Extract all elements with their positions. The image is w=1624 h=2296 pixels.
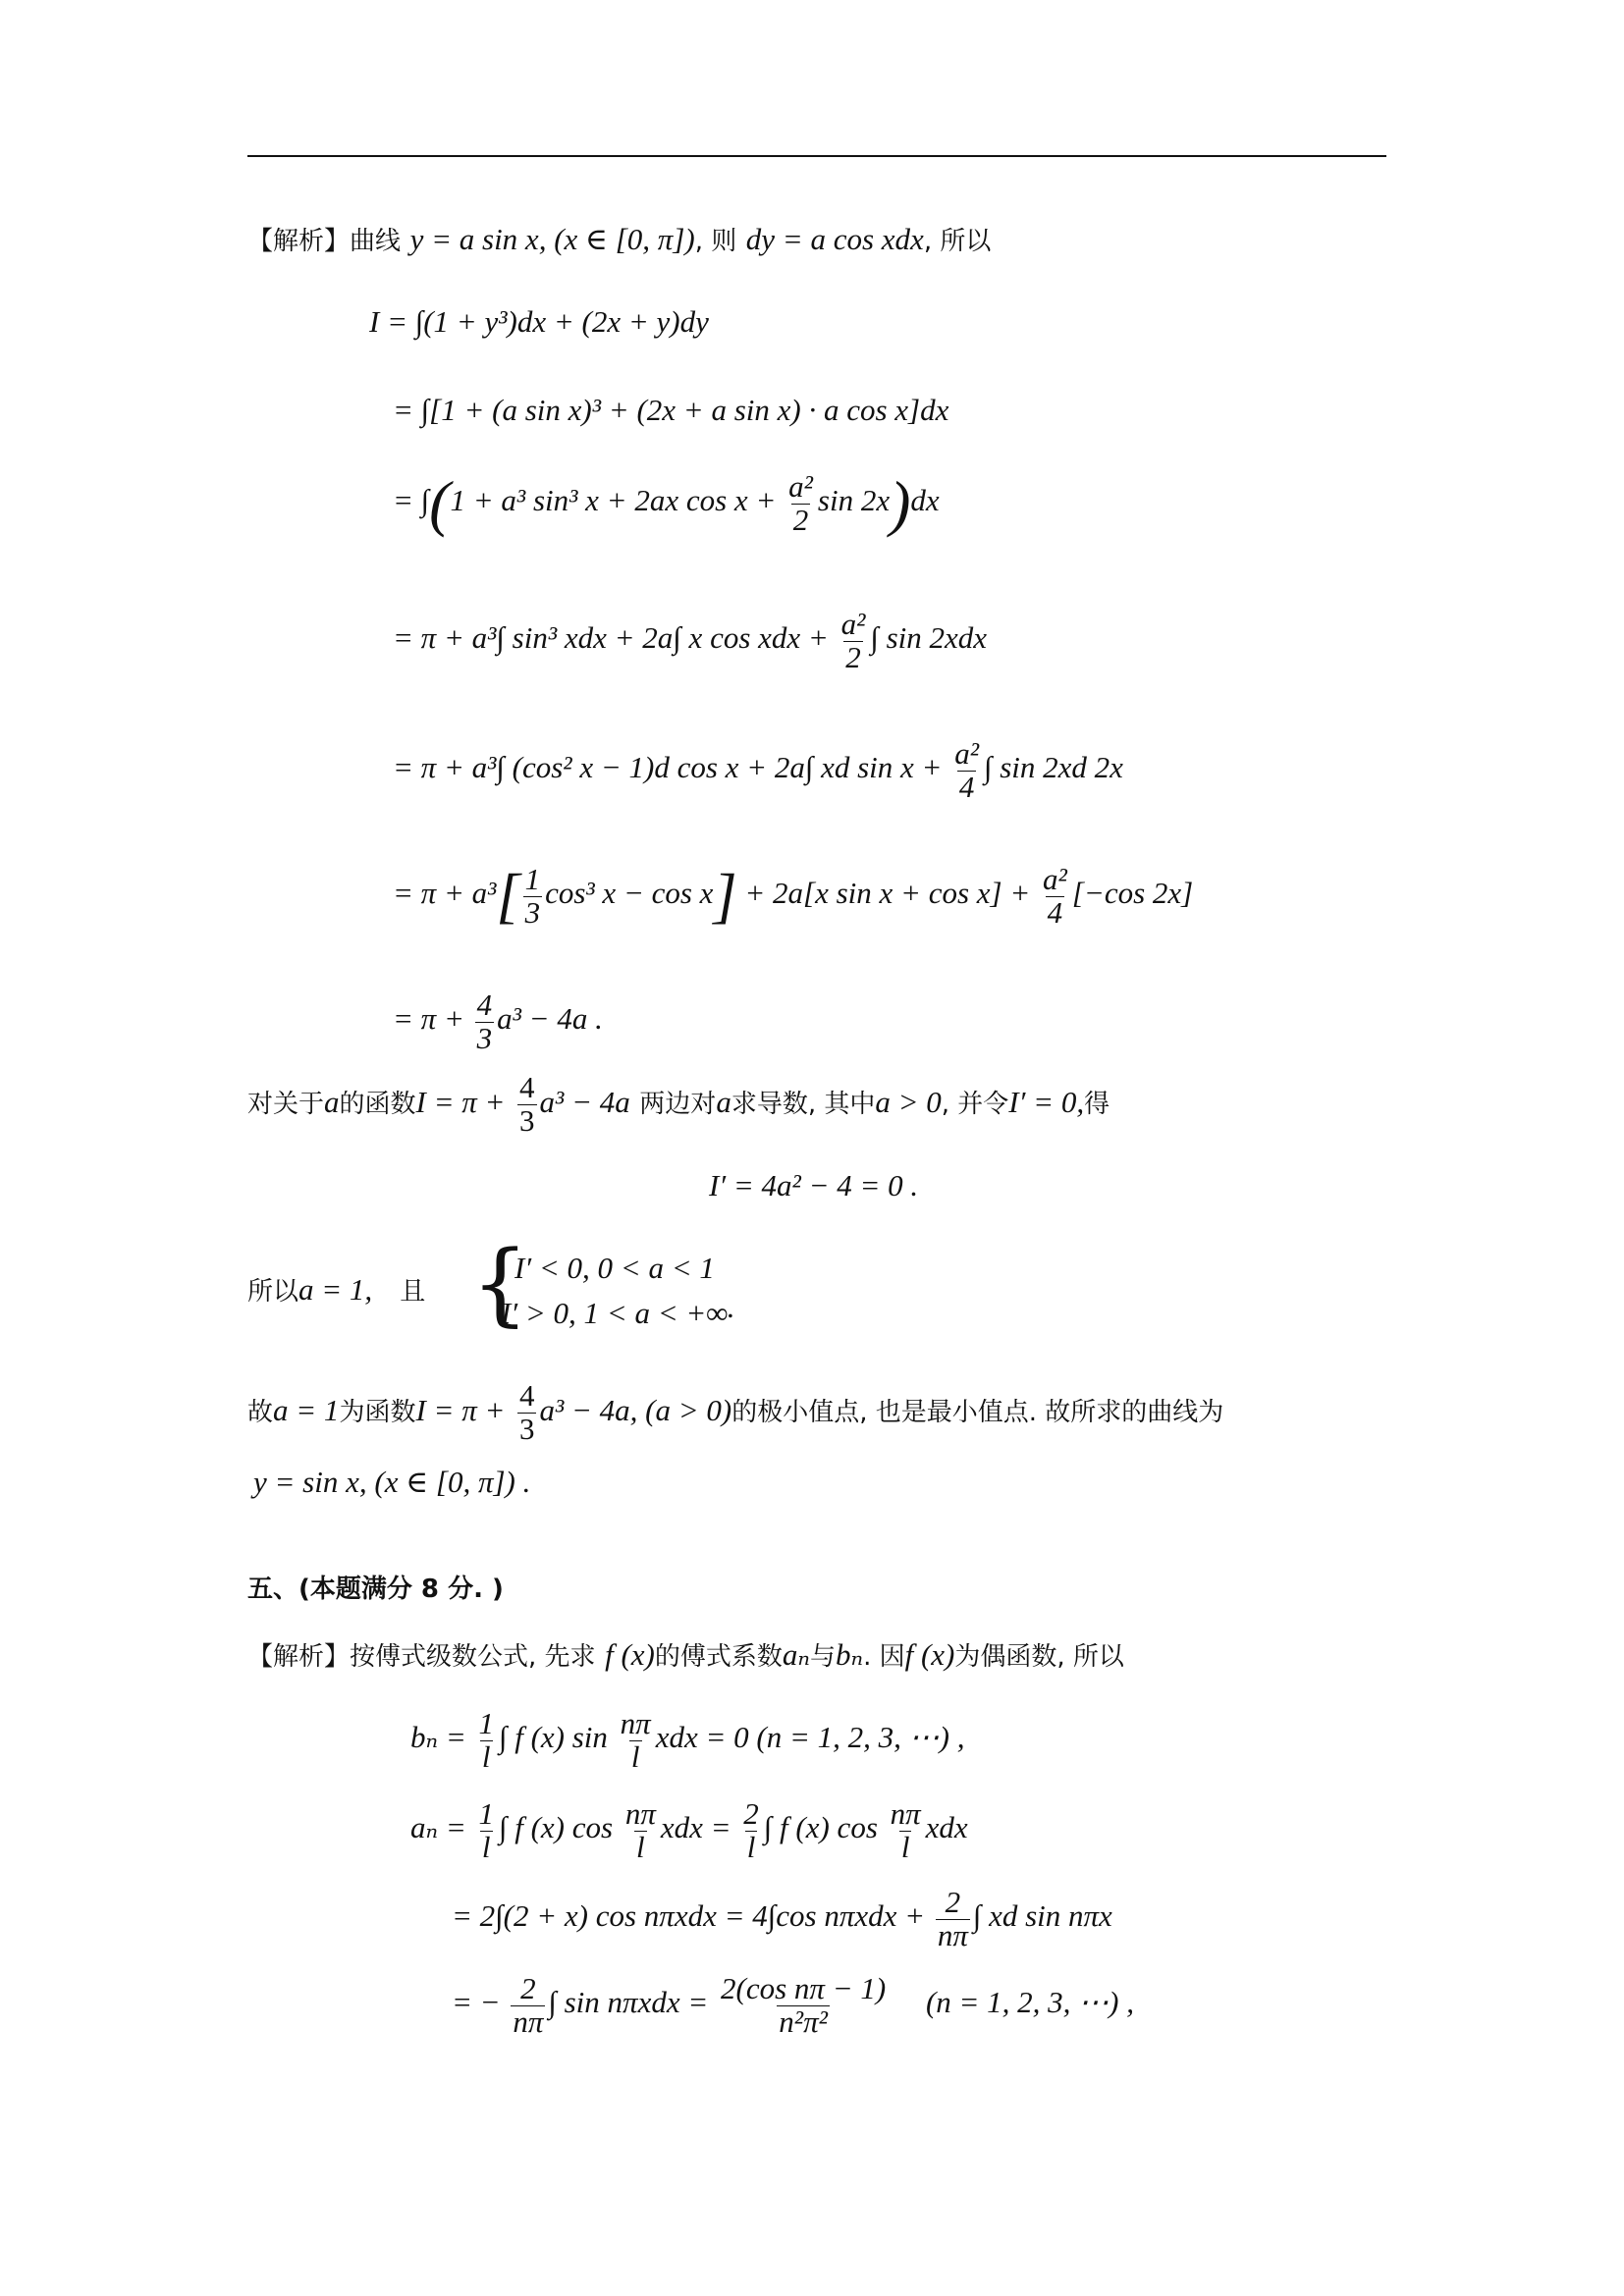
text: 得 (1084, 1090, 1110, 1120)
numerator: nπ (620, 1706, 651, 1740)
denominator: 4 (958, 769, 975, 804)
equation-2: = ∫[1 + (a sin x)³ + (2x + a sin x) · a cos x]dx (393, 393, 949, 427)
denominator: 3 (519, 1102, 535, 1138)
math: f (x) (904, 1637, 955, 1672)
math: I′ = 0, (1008, 1085, 1085, 1120)
final-curve: y = sin x, (x ∈ [0, π]) . (253, 1465, 531, 1499)
equation-6: = π + a³[ $\frac{1}{3}$ cos³ x − cos x] + 2a[x sin x + cos x] + $\frac{\text{a²}}{4}$ [−cos 2x] (393, 862, 1194, 931)
math: a³ − 4a, (a > 0) (539, 1393, 732, 1428)
eq7-a: = π + (393, 1001, 464, 1037)
eq10-a: aₙ = (410, 1810, 466, 1845)
numerator: 1 (478, 1706, 494, 1740)
equation-7 (393, 989, 603, 1054)
fraction (619, 1708, 653, 1773)
eq10-e: xdx (925, 1810, 968, 1845)
numerator: a² (788, 469, 813, 504)
fraction (889, 1798, 923, 1863)
numerator: 4 (476, 988, 493, 1022)
eq6-a: = π + a³ (393, 876, 497, 911)
eq6-b: cos³ x − cos x (545, 876, 714, 911)
numerator: nπ (624, 1796, 656, 1831)
fraction (475, 989, 495, 1054)
denominator: n²π² (779, 2003, 828, 2039)
equation-8: I′ = 4a² − 4 = 0 . (709, 1168, 919, 1202)
eq10-c: xdx = (660, 1810, 731, 1845)
fraction (839, 609, 868, 673)
eq5-b: ∫ sin 2xd 2x (984, 750, 1123, 785)
denominator: l (481, 1738, 491, 1774)
text: 曲线 (350, 227, 402, 256)
text: , 并令 (941, 1090, 1009, 1120)
paragraph-conclusion (247, 1380, 1223, 1445)
eq6-d: x sin x + cos x (815, 876, 991, 911)
math: a = 1 (273, 1393, 340, 1428)
denominator: 3 (518, 1411, 535, 1446)
math: f (x) (605, 1637, 655, 1672)
text: 求导数, 其中 (731, 1090, 876, 1120)
numerator: a² (840, 607, 866, 641)
text: 为函数 (339, 1398, 416, 1428)
denominator: 3 (524, 894, 541, 930)
text: 对关于 (247, 1090, 325, 1120)
eq4-a: = π + a³∫ sin³ xdx + 2a∫ x cos xdx + (393, 620, 829, 656)
denominator: l (481, 1829, 491, 1864)
text: 两边对 (639, 1090, 717, 1120)
eq9-a: bₙ = (410, 1720, 466, 1755)
math: a = 1, (298, 1272, 373, 1307)
denominator: 4 (1047, 894, 1063, 930)
fraction (741, 1798, 761, 1863)
text: 所以 (247, 1277, 299, 1307)
eq5-a: = π + a³∫ (cos² x − 1)d cos x + 2a∫ xd sin x + (393, 750, 943, 785)
fraction (623, 1798, 658, 1863)
case-2: I′ > 0, 1 < a < +∞ (501, 1296, 729, 1330)
equation-an (410, 1798, 968, 1863)
math: I = π + (415, 1085, 506, 1120)
eq3-end: dx (910, 483, 940, 518)
text: 为偶函数, 所以 (954, 1642, 1124, 1672)
equation-bn (410, 1708, 964, 1773)
eq10-d: ∫ f (x) cos (763, 1810, 878, 1845)
numerator: 4 (519, 1070, 535, 1104)
fraction (523, 864, 543, 929)
text: 按傅式级数公式, 先求 (350, 1642, 596, 1672)
fraction (517, 1380, 537, 1445)
eq12-b: ∫ sin nπxdx = (548, 1985, 709, 2020)
fraction (1041, 864, 1069, 929)
eq11-a: = 2∫(2 + x) cos nπxdx = 4∫cos nπxdx + (452, 1898, 926, 1934)
fraction (719, 1973, 888, 2038)
numerator: 2 (743, 1796, 759, 1831)
equation-5 (393, 738, 1123, 803)
equation-3: = ∫(1 + a³ sin³ x + 2ax cos x + $\frac{\text{a²}}{2}$ sin 2x)dx (393, 468, 940, 539)
header-rule (247, 155, 1386, 157)
section-title: 五、(本题满分 8 分. ) (247, 1575, 504, 1604)
eq3-left: = ∫ (393, 483, 430, 518)
equation-an-step (452, 1887, 1112, 1951)
denominator: l (900, 1829, 910, 1864)
fraction (511, 1973, 545, 2038)
numerator: nπ (890, 1796, 921, 1831)
numerator: 4 (518, 1378, 535, 1413)
text: 的傅式系数 (654, 1642, 783, 1672)
numerator: 1 (478, 1796, 494, 1831)
eq6-c: + 2a (744, 876, 804, 911)
fraction (476, 1798, 496, 1863)
math: a > 0 (875, 1085, 942, 1120)
text: 与 (809, 1642, 836, 1672)
denominator: l (746, 1829, 756, 1864)
math: a (716, 1085, 731, 1120)
fraction (952, 738, 981, 803)
eq9-c: xdx = 0 (n = 1, 2, 3, ⋯) , (655, 1720, 965, 1755)
left-brace: { (471, 1231, 529, 1336)
numerator: a² (1043, 862, 1067, 896)
eq3-inner: 1 + a³ sin³ x + 2ax cos x + (450, 483, 777, 518)
math-dy: dy = a cos xdx (745, 222, 924, 256)
fraction (517, 1072, 537, 1137)
numerator: 2(cos nπ − 1) (721, 1971, 887, 2005)
eq3-tail: sin 2x (817, 483, 891, 518)
numerator: a² (954, 736, 979, 771)
equation-1: I = ∫(1 + y³)dx + (2x + y)dy (369, 304, 709, 339)
eq10-b: ∫ f (x) cos (498, 1810, 614, 1845)
math: bₙ (835, 1637, 864, 1672)
numerator: 2 (520, 1971, 536, 2005)
case-end: . (727, 1290, 734, 1324)
analysis-paragraph-2 (247, 1639, 1124, 1671)
fraction (476, 1708, 496, 1773)
math: a (324, 1085, 340, 1120)
paragraph-cases (247, 1274, 425, 1306)
text: 且 (400, 1277, 426, 1307)
math: aₙ (782, 1637, 810, 1672)
denominator: 3 (476, 1020, 493, 1055)
denominator: nπ (513, 2003, 544, 2039)
text: 故 (247, 1398, 274, 1428)
fraction (936, 1887, 970, 1951)
eq6-e: −cos 2x (1083, 876, 1182, 911)
math-curve: y = a sin x, (x ∈ [0, π]) (409, 222, 695, 256)
fraction (786, 471, 815, 536)
analysis-paragraph-1 (247, 224, 991, 255)
denominator: 2 (792, 502, 809, 537)
case-1: I′ < 0, 0 < a < 1 (514, 1251, 715, 1285)
denominator: l (636, 1829, 645, 1864)
text: . 因 (863, 1642, 905, 1672)
analysis-tag: 【解析】 (247, 227, 351, 256)
denominator: 2 (845, 639, 861, 674)
text: , 所以 (923, 227, 992, 256)
text: , 则 (694, 227, 737, 256)
analysis-tag: 【解析】 (247, 1642, 351, 1672)
numerator: 2 (945, 1885, 961, 1919)
eq7-b: a³ − 4a . (497, 1001, 603, 1037)
equation-4 (393, 609, 987, 673)
eq9-b: ∫ f (x) sin (498, 1720, 608, 1755)
eq12-c: (n = 1, 2, 3, ⋯) , (925, 1985, 1135, 2020)
denominator: l (630, 1738, 640, 1774)
math: I = π + (415, 1393, 506, 1428)
paragraph-derivative (247, 1072, 1110, 1137)
eq12-a: = − (452, 1985, 501, 2020)
text: 的极小值点, 也是最小值点. 故所求的曲线为 (731, 1398, 1224, 1428)
text: 的函数 (339, 1090, 416, 1120)
eq4-b: ∫ sin 2xdx (870, 620, 988, 656)
equation-an-result (452, 1973, 1134, 2038)
eq11-b: ∫ xd sin nπx (972, 1898, 1112, 1934)
math: a³ − 4a (539, 1085, 630, 1120)
denominator: nπ (937, 1917, 968, 1952)
numerator: 1 (524, 862, 541, 896)
